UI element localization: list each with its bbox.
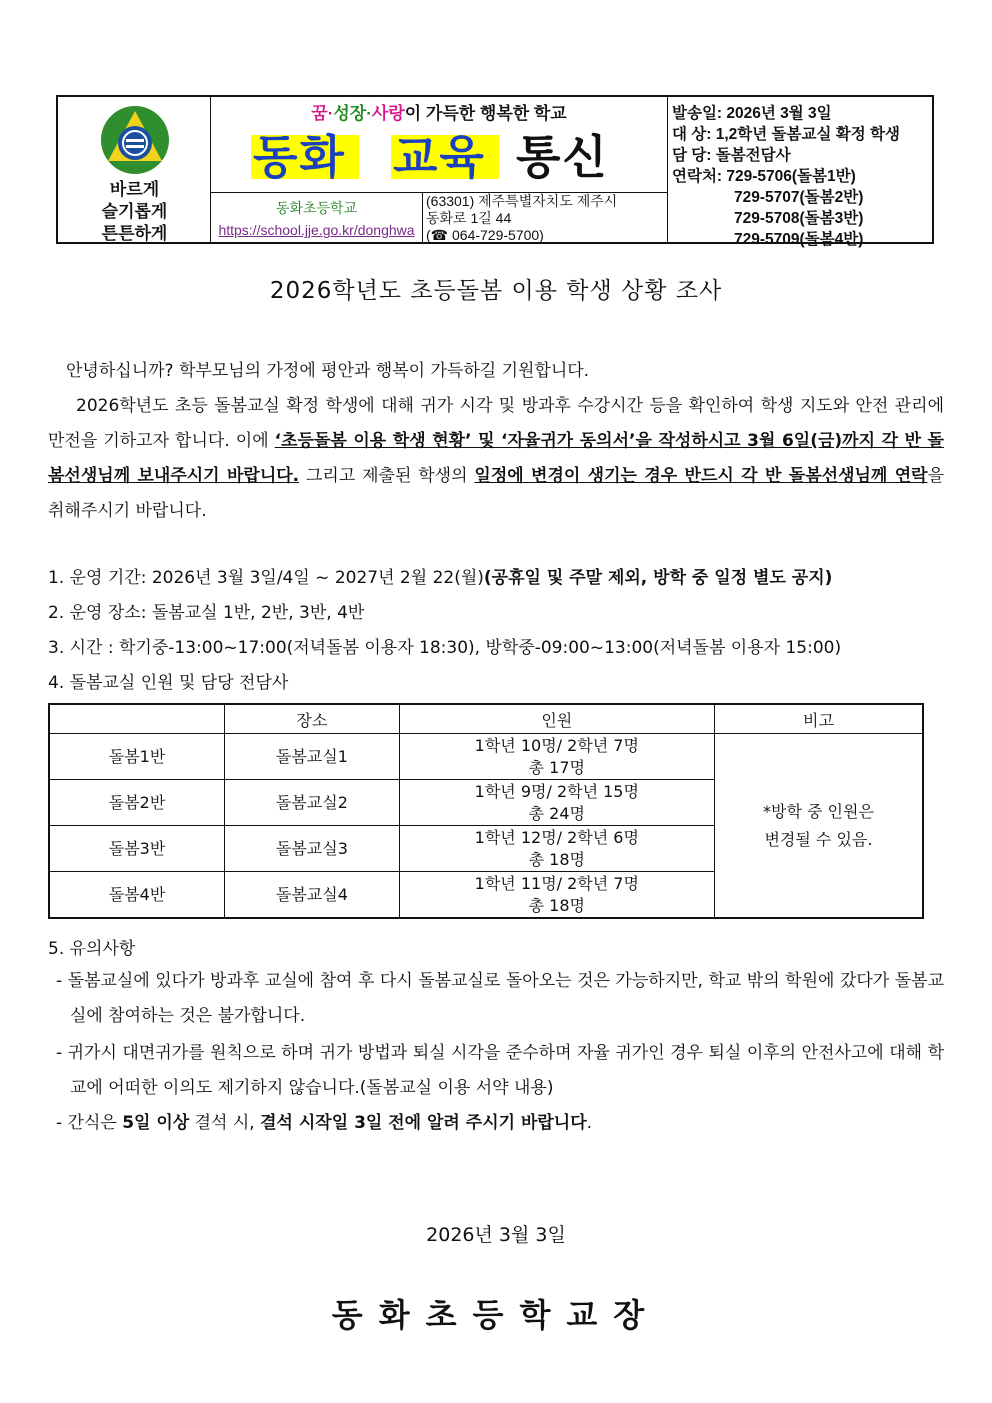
motto-line-2: 슬기롭게	[101, 202, 168, 221]
class-room: 돌봄교실4	[225, 872, 400, 919]
intro-paragraph: 2026학년도 초등 돌봄교실 확정 학생에 대해 귀가 시각 및 방과후 수강시간 등을 확인하여 학생 지도와 안전 관리에 만전을 기하고자 합니다. 이에 ‘초등돌봄 이용 학생 현황’ 및 ‘자율귀가 동의서’을 작성하시고 3월 6일(금)까지 각 반 돌봄선생님께 보내주시기 바랍니다. 그리고 제출된 학생의 일정에 변경이 생기는 경우 반드시 각 반 돌봄선생님께 연락을 취해주시기 바랍니다.	[48, 396, 944, 521]
contact-3: 729-5708(돌봄3반)	[734, 210, 864, 227]
schedule-change-notice: 일정에 변경이 생기는 경우 반드시 각 반 돌봄선생님께 연락	[474, 466, 928, 486]
newsletter-title	[211, 127, 667, 187]
table-header-cell: 비고	[714, 704, 923, 734]
document-date: 2026년 3월 3일	[426, 1224, 566, 1246]
school-url-link[interactable]: https://school.jje.go.kr/donghwa	[218, 222, 415, 238]
item-notes: 5. 유의사항	[48, 939, 136, 959]
table-header-cell	[49, 704, 225, 734]
class-name: 돌봄3반	[49, 826, 225, 872]
title-word-donghwa: 동화	[253, 130, 346, 184]
item-time: 3. 시간 : 학기중-13:00~17:00(저녁돌봄 이용자 18:30), 방학중-09:00~13:00(저녁돌봄 이용자 15:00)	[48, 638, 842, 658]
school-slogan: 꿈·성장·사랑이 가득한 행복한 학교	[311, 104, 567, 123]
class-room: 돌봄교실1	[225, 734, 400, 780]
item-place: 2. 운영 장소: 돌봄교실 1반, 2반, 3반, 4반	[48, 603, 365, 623]
table-header-cell: 장소	[225, 704, 400, 734]
greeting: 안녕하십니까? 학부모님의 가정에 평안과 행복이 가득하길 기원합니다.	[66, 361, 590, 381]
class-count: 1학년 10명/ 2학년 7명 총 17명	[399, 734, 714, 780]
logo-column	[58, 97, 211, 242]
title-word-education: 교육	[393, 130, 486, 184]
item-staff: 4. 돌봄교실 인원 및 담당 전담사	[48, 673, 289, 693]
document-title: 2026학년도 초등돌봄 이용 학생 상황 조사	[269, 278, 723, 304]
motto-line-1: 바르게	[109, 180, 160, 199]
contact-4: 729-5709(돌봄4반)	[734, 231, 864, 248]
info-column	[667, 97, 932, 248]
remark-cell: *방학 중 인원은 변경될 수 있음.	[714, 734, 923, 919]
class-count: 1학년 11명/ 2학년 7명 총 18명	[399, 872, 714, 919]
school-emblem-icon	[100, 105, 170, 175]
class-room: 돌봄교실2	[225, 780, 400, 826]
send-date: 발송일: 2026년 3월 3일	[672, 105, 832, 122]
note-3: - 간식은 5일 이상 결석 시, 결석 시작일 3일 전에 알려 주시기 바랍니다.	[56, 1113, 593, 1133]
class-count: 1학년 12명/ 2학년 6명 총 18명	[399, 826, 714, 872]
contact-2: 729-5707(돌봄2반)	[734, 189, 864, 206]
school-contact-row	[211, 192, 667, 244]
school-address: (63301) 제주특별자치도 제주시 동화로 1길 44 (☎ 064-729-5700)	[426, 193, 618, 243]
title-word-news: 통신	[516, 130, 609, 184]
staff-table	[48, 703, 924, 919]
submission-request: ‘초등돌봄 이용 학생 현황’ 및 ‘자율귀가 동의서’을 작성하시고 3월 6일(금)까지 각 반 돌봄선생님께 보내주시기 바랍니다.	[48, 431, 944, 486]
title-column	[211, 97, 667, 242]
newsletter-header	[56, 95, 934, 248]
note-1: - 돌봄교실에 있다가 방과후 교실에 참여 후 다시 돌봄교실로 돌아오는 것은 가능하지만, 학교 밖의 학원에 갔다가 돌봄교실에 참여하는 것은 불가합니다.	[56, 971, 944, 1026]
motto-line-3: 튼튼하게	[101, 224, 168, 243]
class-name: 돌봄4반	[49, 872, 225, 919]
manager: 담 당: 돌봄전담사	[672, 147, 791, 164]
school-name: 동화초등학교	[275, 200, 358, 216]
class-count: 1학년 9명/ 2학년 15명 총 24명	[399, 780, 714, 826]
class-name: 돌봄1반	[49, 734, 225, 780]
table-row	[49, 734, 923, 780]
class-room: 돌봄교실3	[225, 826, 400, 872]
table-header-row	[49, 704, 923, 734]
contact-1: 연락처: 729-5706(돌봄1반)	[672, 168, 856, 185]
class-name: 돌봄2반	[49, 780, 225, 826]
principal-signature: 동화초등학교장	[331, 1296, 661, 1334]
school-id	[211, 193, 423, 244]
item-period: 1. 운영 기간: 2026년 3월 3일/4일 ~ 2027년 2월 22(월)(공휴일 및 주말 제외, 방학 중 일정 별도 공지)	[48, 568, 833, 588]
note-2: - 귀가시 대면귀가를 원칙으로 하며 귀가 방법과 퇴실 시각을 준수하며 자율 귀가인 경우 퇴실 이후의 안전사고에 대해 학교에 어떠한 이의도 제기하지 않습니다.(돌봄교실 이용 서약 내용)	[56, 1043, 944, 1098]
table-header-cell: 인원	[399, 704, 714, 734]
target: 대 상: 1,2학년 돌봄교실 확정 학생	[672, 126, 900, 143]
